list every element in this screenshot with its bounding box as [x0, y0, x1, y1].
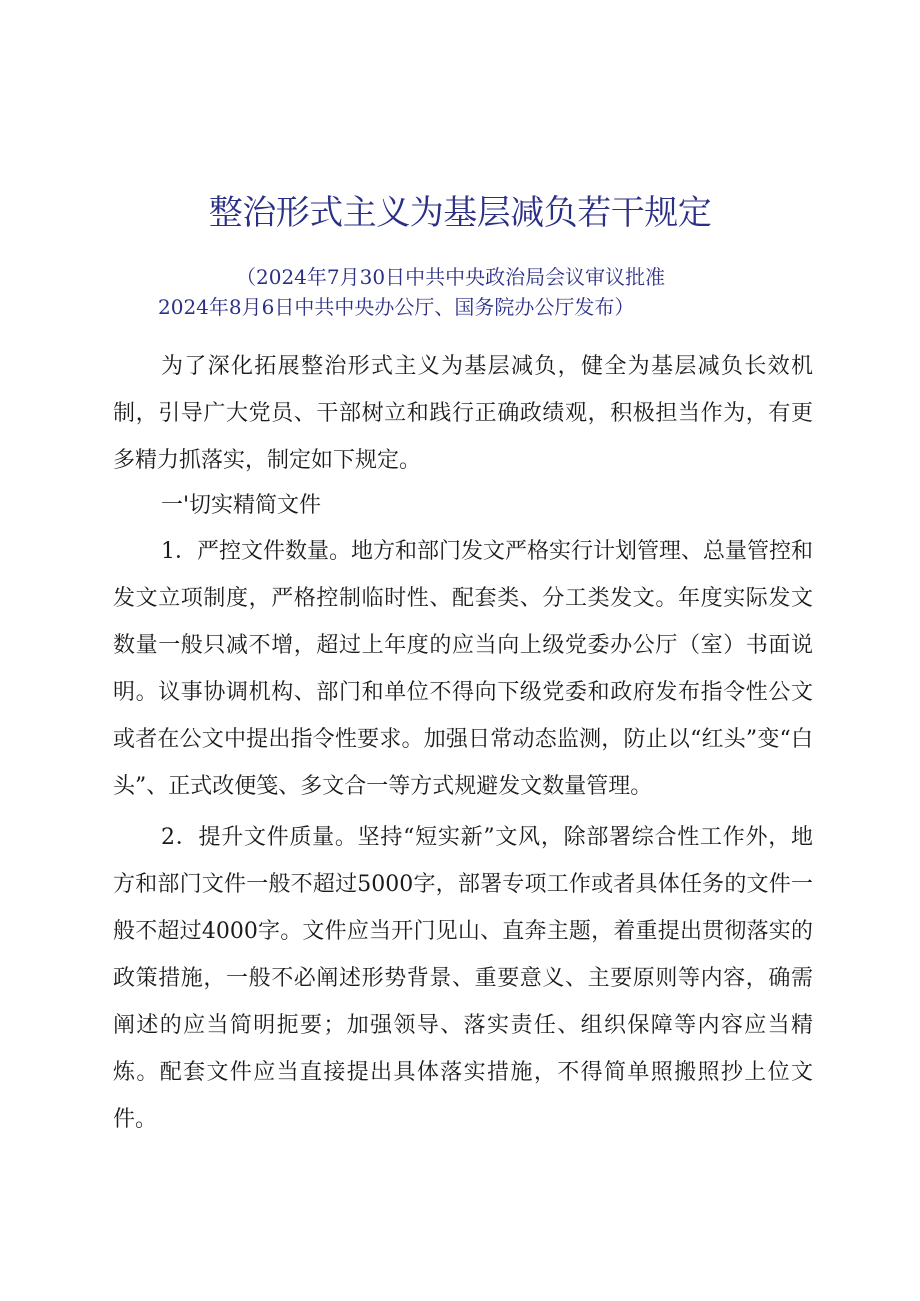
item-2-paragraph: 2．提升文件质量。坚持“短实新”文风，除部署综合性工作外，地方和部门文件一般不超过5000字，部署专项工作或者具体任务的文件一般不超过4000字。文件应当开门见山、直奔主题，着重提出贯彻落实的政策措施，一般不必阐述形势背景、重要意义、主要原则等内容，确需阐述的应当简明扼要；加强领导、落实责任、组织保障等内容应当精炼。配套文件应当直接提出具体落实措施，不得简单照搬照抄上位文件。: [113, 825, 813, 1132]
item-1-paragraph: 1．严控文件数量。地方和部门发文严格实行计划管理、总量管控和发文立项制度，严格控制临时性、配套类、分工类发文。年度实际发文数量一般只减不增，超过上年度的应当向上级党委办公厅（室）书面说明。议事协调机构、部门和单位不得向下级党委和政府发布指令性公文或者在公文中提出指令性要求。加强日常动态监测，防止以“红头”变“白头”、正式改便笺、多文合一等方式规避发文数量管理。: [113, 539, 813, 799]
document-body: [113, 343, 813, 1143]
document-subtitle: [0, 262, 920, 322]
section-heading-1: 一'切实精简文件: [161, 493, 322, 518]
subtitle-issuance-line: 2024年8月6日中共中央办公厅、国务院办公厅发布）: [158, 295, 635, 319]
intro-paragraph: 为了深化拓展整治形式主义为基层减负，健全为基层减负长效机制，引导广大党员、干部树立和践行正确政绩观，积极担当作为，有更多精力抓落实，制定如下规定。: [113, 354, 813, 473]
document-title: 整治形式主义为基层减负若干规定: [208, 193, 712, 233]
subtitle-approval-line: （2024年7月30日中共中央政治局会议审议批准: [236, 265, 666, 289]
